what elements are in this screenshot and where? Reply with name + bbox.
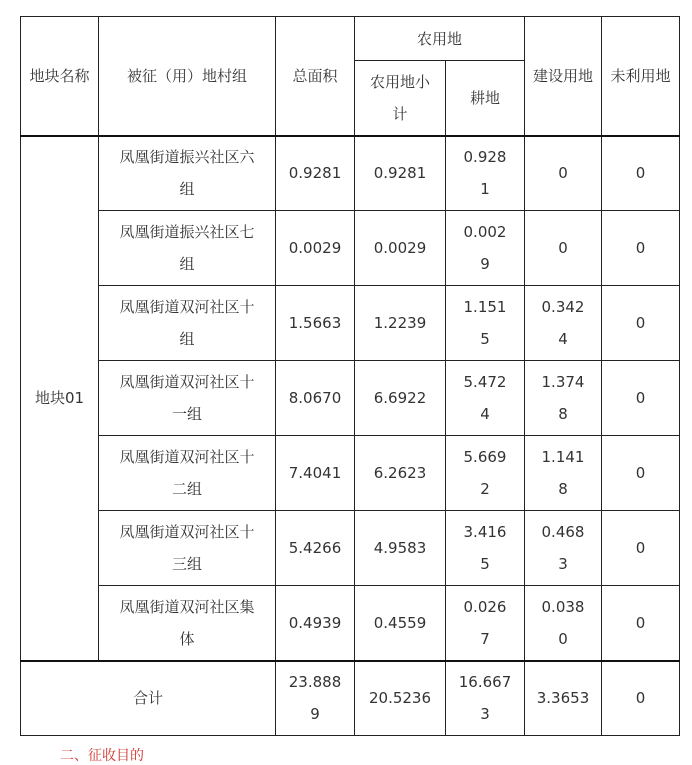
header-unused: 未利用地 <box>602 17 680 136</box>
total-construction-cell: 3.3653 <box>525 661 602 736</box>
header-agri-subtotal: 农用地小计 <box>355 61 446 136</box>
agri-subtotal-cell: 0.0029 <box>355 211 446 286</box>
section-heading: 二、征收目的 <box>60 748 144 764</box>
construction-cell: 0.3424 <box>525 286 602 361</box>
construction-cell: 0 <box>525 136 602 211</box>
construction-cell: 0 <box>525 211 602 286</box>
agri-subtotal-cell: 6.2623 <box>355 436 446 511</box>
unused-cell: 0 <box>602 211 680 286</box>
total-area-cell: 8.0670 <box>276 361 355 436</box>
construction-cell: 0.4683 <box>525 511 602 586</box>
total-agri-cell: 20.5236 <box>355 661 446 736</box>
village-group-cell: 凤凰街道振兴社区七组 <box>99 211 276 286</box>
table-row <box>21 436 680 511</box>
total-area-cell: 5.4266 <box>276 511 355 586</box>
arable-cell: 0.0029 <box>446 211 525 286</box>
header-agri-land: 农用地 <box>355 17 525 61</box>
unused-cell: 0 <box>602 136 680 211</box>
total-row <box>21 661 680 736</box>
unused-cell: 0 <box>602 511 680 586</box>
agri-subtotal-cell: 1.2239 <box>355 286 446 361</box>
header-arable: 耕地 <box>446 61 525 136</box>
unused-cell: 0 <box>602 586 680 661</box>
land-table-container <box>20 16 680 736</box>
total-area-cell: 0.0029 <box>276 211 355 286</box>
unused-cell: 0 <box>602 286 680 361</box>
agri-subtotal-cell: 0.9281 <box>355 136 446 211</box>
arable-cell: 1.1515 <box>446 286 525 361</box>
table-row <box>21 286 680 361</box>
table-row <box>21 511 680 586</box>
header-village-group: 被征（用）地村组 <box>99 17 276 136</box>
total-unused-cell: 0 <box>602 661 680 736</box>
village-group-cell: 凤凰街道双河社区十二组 <box>99 436 276 511</box>
table-row <box>21 136 680 211</box>
total-area-cell: 23.8889 <box>276 661 355 736</box>
arable-cell: 5.6692 <box>446 436 525 511</box>
arable-cell: 3.4165 <box>446 511 525 586</box>
total-area-cell: 0.9281 <box>276 136 355 211</box>
arable-cell: 0.9281 <box>446 136 525 211</box>
table-row <box>21 361 680 436</box>
header-plot-name: 地块名称 <box>21 17 99 136</box>
land-acquisition-table <box>20 16 680 736</box>
total-area-cell: 0.4939 <box>276 586 355 661</box>
total-area-cell: 1.5663 <box>276 286 355 361</box>
total-label: 合计 <box>21 661 276 736</box>
unused-cell: 0 <box>602 436 680 511</box>
village-group-cell: 凤凰街道双河社区集体 <box>99 586 276 661</box>
construction-cell: 1.3748 <box>525 361 602 436</box>
unused-cell: 0 <box>602 361 680 436</box>
header-total-area: 总面积 <box>276 17 355 136</box>
plot-name-cell: 地块01 <box>21 136 99 661</box>
table-row <box>21 586 680 661</box>
village-group-cell: 凤凰街道双河社区十一组 <box>99 361 276 436</box>
village-group-cell: 凤凰街道振兴社区六组 <box>99 136 276 211</box>
agri-subtotal-cell: 6.6922 <box>355 361 446 436</box>
total-area-cell: 7.4041 <box>276 436 355 511</box>
total-arable-cell: 16.6673 <box>446 661 525 736</box>
construction-cell: 1.1418 <box>525 436 602 511</box>
agri-subtotal-cell: 0.4559 <box>355 586 446 661</box>
village-group-cell: 凤凰街道双河社区十三组 <box>99 511 276 586</box>
agri-subtotal-cell: 4.9583 <box>355 511 446 586</box>
construction-cell: 0.0380 <box>525 586 602 661</box>
table-body <box>21 136 680 661</box>
arable-cell: 5.4724 <box>446 361 525 436</box>
table-row <box>21 211 680 286</box>
arable-cell: 0.0267 <box>446 586 525 661</box>
village-group-cell: 凤凰街道双河社区十组 <box>99 286 276 361</box>
header-construction: 建设用地 <box>525 17 602 136</box>
